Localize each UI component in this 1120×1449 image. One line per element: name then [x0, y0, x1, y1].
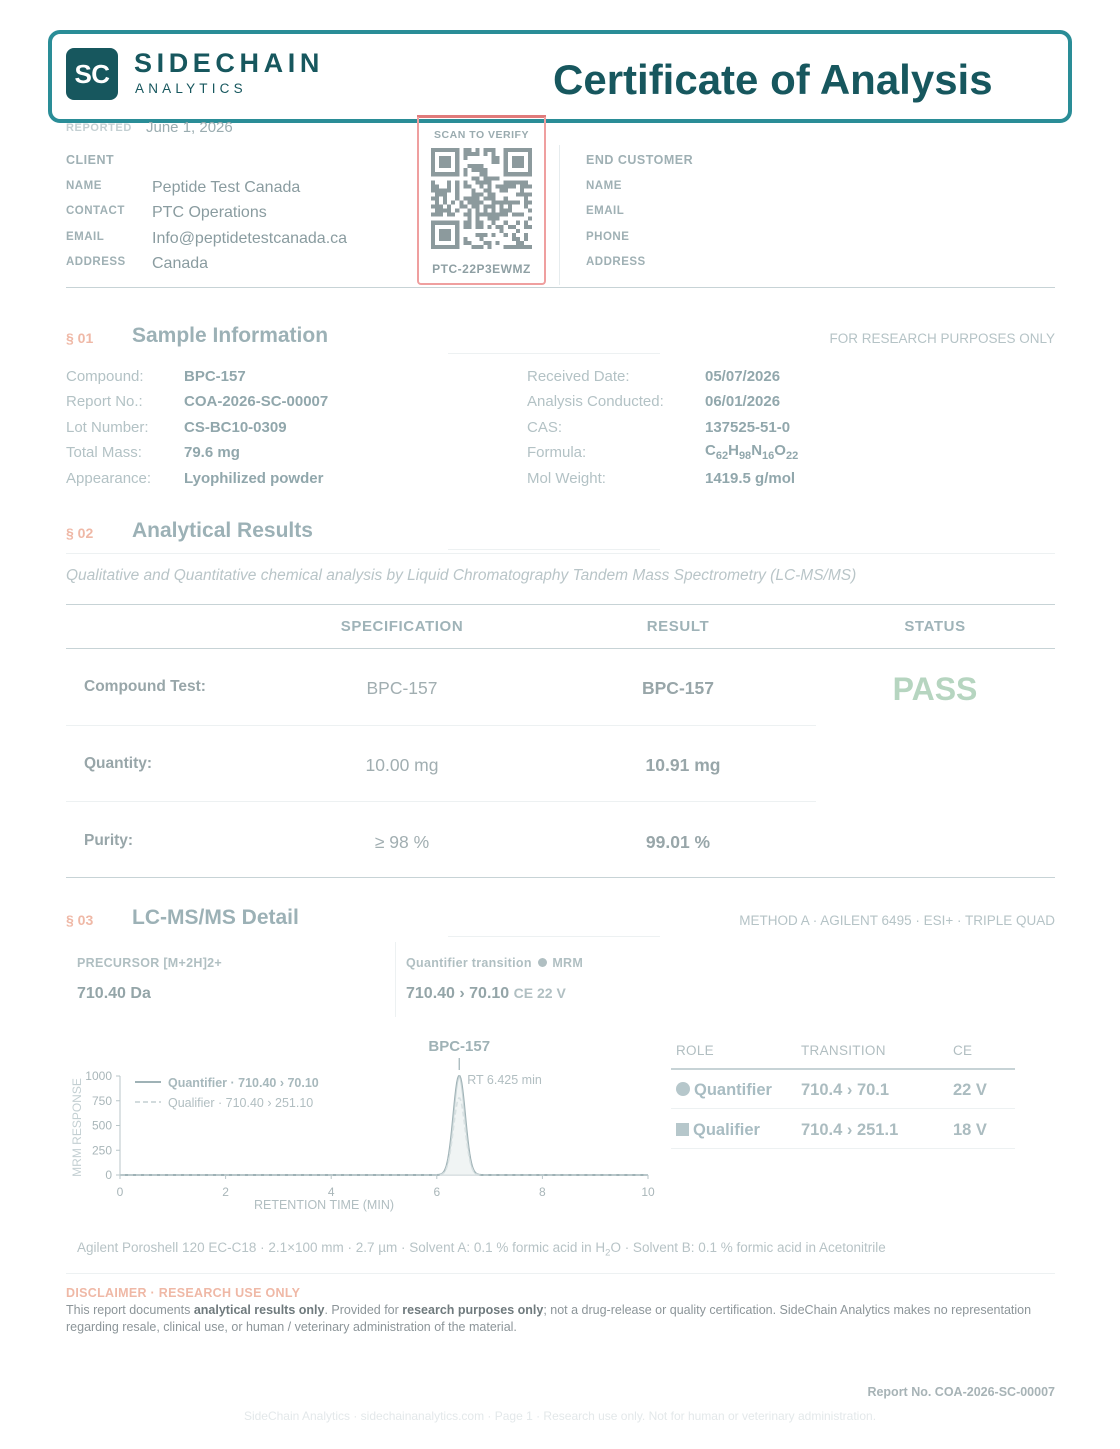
- column-header-result: RESULT: [646, 618, 710, 635]
- end-customer-name-label: NAME: [586, 180, 622, 192]
- qr-finder: [431, 148, 459, 176]
- research-note: FOR RESEARCH PURPOSES ONLY: [829, 331, 1055, 346]
- client-contact-label: CONTACT: [66, 205, 125, 217]
- analysis-date-value: 06/01/2026: [705, 393, 781, 410]
- peak-annotation: RT 6.425 min: [467, 1073, 542, 1087]
- y-tick-label: 500: [91, 1118, 112, 1133]
- divider: [448, 549, 660, 550]
- formula-value: $C_{62}H_{98}N_{16}O_{22}$: [705, 442, 799, 462]
- analysis-date-label: Analysis Conducted:: [527, 393, 664, 410]
- client-email-label: EMAIL: [66, 231, 105, 243]
- row-label-compound: Compound Test:: [84, 678, 206, 695]
- client-name-value: Peptide Test Canada: [152, 179, 301, 196]
- end-customer-address-label: ADDRESS: [586, 256, 646, 268]
- divider: [671, 1108, 1015, 1109]
- spec-quantity: 10.00 mg: [365, 755, 439, 775]
- divider: [671, 1148, 1015, 1149]
- divider: [66, 725, 816, 726]
- end-customer-email-label: EMAIL: [586, 205, 625, 217]
- square-marker-icon: [676, 1123, 689, 1136]
- column-header-status: STATUS: [904, 618, 966, 635]
- client-address-value: Canada: [152, 255, 209, 272]
- mol-weight-label: Mol Weight:: [527, 470, 606, 487]
- y-axis-label: MRM RESPONSE: [70, 1078, 84, 1177]
- lot-number-value: CS-BC10-0309: [184, 419, 287, 436]
- divider: [66, 801, 816, 802]
- quantifier-transition-label: Quantifier transition MRM: [406, 956, 584, 970]
- transitions-header-transition: TRANSITION: [801, 1043, 886, 1058]
- transition-row-qualifier: Qualifier: [676, 1121, 760, 1140]
- y-tick-label: 750: [91, 1093, 112, 1108]
- legend-label-quantifier: Quantifier · 710.40 › 70.10: [168, 1076, 319, 1090]
- divider: [66, 553, 1055, 554]
- transition-qualifier-value: 710.4 › 251.1: [801, 1121, 899, 1139]
- peak-fill: [428, 1076, 491, 1175]
- y-tick-label: 1000: [85, 1069, 112, 1083]
- divider: [448, 353, 660, 354]
- appearance-label: Appearance:: [66, 470, 152, 487]
- received-date-label: Received Date:: [527, 368, 630, 385]
- transitions-header-ce: CE: [953, 1043, 973, 1058]
- method-note: METHOD A · AGILENT 6495 · ESI+ · TRIPLE QUAD: [739, 913, 1055, 928]
- end-customer-phone-label: PHONE: [586, 231, 630, 243]
- x-tick-label: 8: [539, 1185, 546, 1199]
- disclaimer-title: DISCLAIMER · RESEARCH USE ONLY: [66, 1286, 301, 1300]
- page-footer: SideChain Analytics · sidechainanalytics.com · Page 1 · Research use only. Not for human or veterinary administration.: [243, 1409, 877, 1423]
- x-tick-label: 10: [641, 1185, 655, 1199]
- divider: [395, 942, 396, 1017]
- divider: [448, 936, 660, 937]
- qr-code[interactable]: [431, 148, 532, 249]
- quantifier-transition-value: 710.40 › 70.10 CE 22 V: [406, 985, 566, 1002]
- column-parameters: Agilent Poroshell 120 EC-C18 · 2.1×100 mm · 2.7 µm · Solvent A: 0.1 % formic acid in $H_2O$ · Solvent B: 0.1 % formic acid in Acetonitrile: [77, 1240, 886, 1259]
- section-number: § 02: [66, 525, 94, 541]
- mol-weight-value: 1419.5 g/mol: [705, 470, 796, 487]
- lot-number-label: Lot Number:: [66, 419, 149, 436]
- qr-finder: [504, 148, 532, 176]
- section-title-lcms: LC-MS/MS Detail: [132, 906, 299, 929]
- divider: [671, 1068, 1015, 1070]
- column-header-specification: SPECIFICATION: [340, 618, 464, 635]
- result-quantity: 10.91 mg: [645, 755, 721, 775]
- total-mass-label: Total Mass:: [66, 444, 142, 461]
- client-name-label: NAME: [66, 180, 102, 192]
- x-tick-label: 6: [433, 1185, 441, 1199]
- compound-label: Compound:: [66, 368, 144, 385]
- scan-to-verify-label: SCAN TO VERIFY: [434, 129, 529, 141]
- reported-date: June 1, 2026: [146, 119, 233, 136]
- verification-code: PTC-22P3EWMZ: [432, 262, 531, 276]
- series-line-quantifier: [120, 1076, 648, 1175]
- spec-compound: BPC-157: [366, 678, 438, 698]
- document-title: Certificate of Analysis: [553, 56, 993, 103]
- method-description: Qualitative and Quantitative chemical analysis by Liquid Chromatography Tandem Mass Spectrometry (LC-MS/MS): [66, 567, 857, 584]
- section-number: § 01: [66, 330, 94, 346]
- spec-purity: ≥ 98 %: [374, 832, 430, 852]
- x-axis-label: RETENTION TIME (MIN): [253, 1198, 395, 1212]
- table-bottom-rule: [66, 877, 1055, 878]
- section-number: § 03: [66, 912, 94, 928]
- disclaimer-text: This report documents analytical results only. Provided for research purposes only; not a drug-release or quality certification. SideChain Analytics makes no representation regarding resale, clinical use, or human / veterinary administration of the material.: [66, 1303, 1032, 1334]
- cas-label: CAS:: [527, 419, 563, 436]
- brand-subtitle: ANALYTICS: [135, 81, 247, 96]
- brand-name: SIDECHAIN: [134, 48, 324, 78]
- precursor-value: 710.40 Da: [77, 985, 151, 1002]
- precursor-label: PRECURSOR [M+2H]2+: [77, 956, 223, 970]
- transition-quantifier-value: 710.4 › 70.1: [801, 1081, 890, 1099]
- total-mass-value: 79.6 mg: [184, 444, 240, 461]
- divider: [66, 1273, 1055, 1274]
- section-title-results: Analytical Results: [132, 519, 313, 542]
- x-tick-label: 0: [116, 1185, 124, 1199]
- cas-value: 137525-51-0: [705, 419, 791, 436]
- report-no-label: Report No.:: [66, 393, 143, 410]
- transition-quantifier-ce: 22 V: [953, 1081, 987, 1099]
- client-email-value: Info@peptidetestcanada.ca: [152, 230, 348, 247]
- compound-value: BPC-157: [184, 368, 246, 385]
- received-date-value: 05/07/2026: [705, 368, 781, 385]
- divider: [559, 145, 560, 285]
- transition-qualifier-ce: 18 V: [953, 1121, 987, 1139]
- x-tick-label: 4: [327, 1185, 335, 1199]
- dot-icon: [538, 958, 547, 967]
- x-tick-label: 2: [222, 1185, 229, 1199]
- result-compound: BPC-157: [642, 678, 714, 698]
- table-header-rule: [66, 648, 1055, 649]
- result-purity: 99.01 %: [645, 832, 711, 852]
- end-customer-heading: END CUSTOMER: [586, 153, 694, 167]
- row-label-purity: Purity:: [84, 832, 134, 849]
- logo-mark: SC: [66, 48, 118, 100]
- report-no-value: COA-2026-SC-00007: [184, 393, 329, 410]
- chart-title: BPC-157: [428, 1038, 491, 1055]
- client-address-label: ADDRESS: [66, 256, 126, 268]
- client-heading: CLIENT: [66, 153, 115, 167]
- y-tick-label: 250: [91, 1143, 112, 1158]
- status-badge: PASS: [892, 671, 978, 707]
- client-contact-value: PTC Operations: [152, 204, 267, 221]
- divider: [66, 287, 1055, 288]
- transition-row-quantifier: Quantifier: [676, 1081, 772, 1100]
- reported-label: REPORTED: [66, 122, 132, 134]
- chromatogram-chart: [60, 1030, 670, 1220]
- y-tick-label: 0: [105, 1168, 112, 1182]
- row-label-quantity: Quantity:: [84, 755, 153, 772]
- appearance-value: Lyophilized powder: [184, 470, 324, 487]
- legend-label-qualifier: Qualifier · 710.40 › 251.10: [168, 1096, 314, 1110]
- table-top-rule: [66, 604, 1055, 605]
- qr-finder: [431, 221, 459, 249]
- report-number-footer: Report No. COA-2026-SC-00007: [867, 1385, 1055, 1399]
- section-title-sample: Sample Information: [132, 324, 329, 347]
- formula-label: Formula:: [527, 444, 587, 461]
- transitions-header-role: ROLE: [676, 1043, 714, 1058]
- circle-marker-icon: [676, 1082, 690, 1096]
